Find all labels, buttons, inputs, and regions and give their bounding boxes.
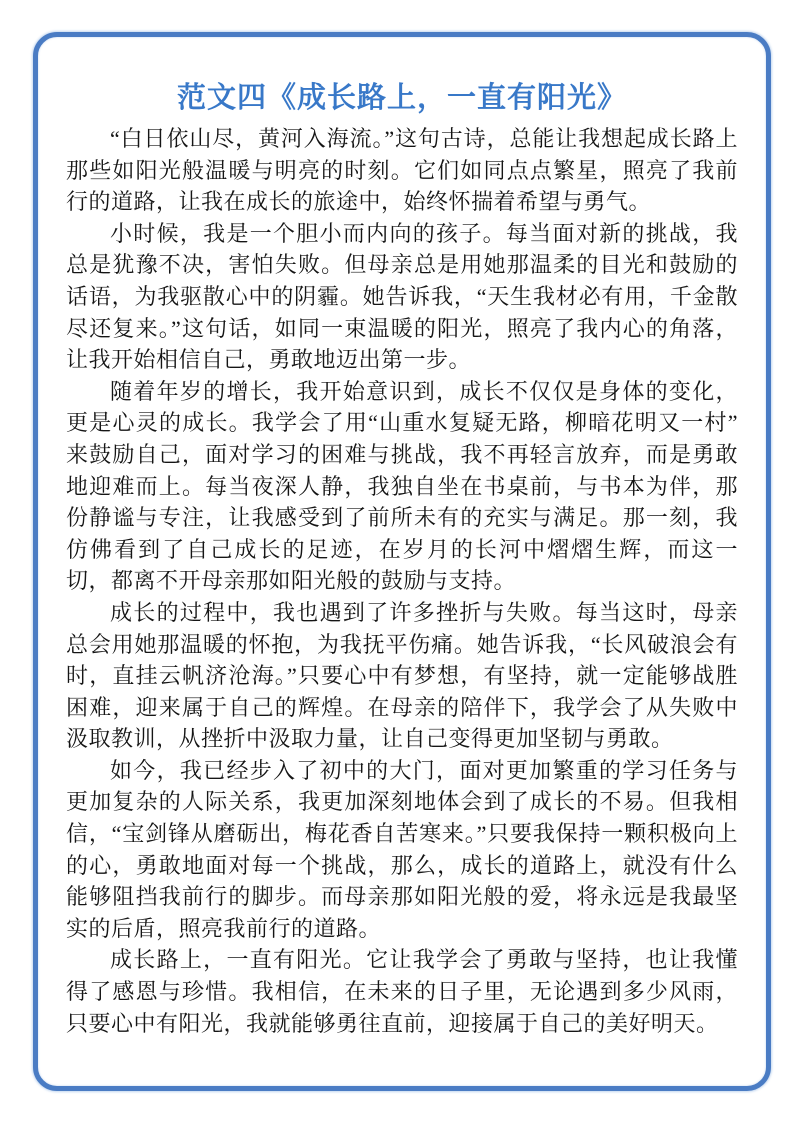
essay-paragraph: 成长的过程中，我也遇到了许多挫折与失败。每当这时，母亲总会用她那温暖的怀抱，为我抚平伤痛。她告诉我，“长风破浪会有时，直挂云帆济沧海。”只要心中有梦想，有坚持，就一定能够战胜困难，迎来属于自己的辉煌。在母亲的陪伴下，我学会了从失败中汲取教训，从挫折中汲取力量，让自己变得更加坚韧与勇敢。 [66, 599, 738, 752]
essay-paragraph: 如今，我已经步入了初中的大门，面对更加繁重的学习任务与更加复杂的人际关系，我更加深刻地体会到了成长的不易。但我相信，“宝剑锋从磨砺出，梅花香自苦寒来。”只要我保持一颗积极向上的心，勇敢地面对每一个挑战，那么，成长的道路上，就没有什么能够阻挡我前行的脚步。而母亲那如阳光般的爱，将永远是我最坚实的后盾，照亮我前行的道路。 [66, 757, 738, 941]
essay-title: 范文四《成长路上，一直有阳光》 [176, 82, 627, 114]
essay-paragraph: 小时候，我是一个胆小而内向的孩子。每当面对新的挑战，我总是犹豫不决，害怕失败。但母亲总是用她那温柔的目光和鼓励的话语，为我驱散心中的阴霾。她告诉我，“天生我材必有用，千金散尽还复来。”这句话，如同一束温暖的阳光，照亮了我内心的角落，让我开始相信自己，勇敢地迈出第一步。 [66, 220, 738, 373]
document-frame [33, 32, 771, 1091]
essay-paragraph: 成长路上，一直有阳光。它让我学会了勇敢与坚持，也让我懂得了感恩与珍惜。我相信，在未来的日子里，无论遇到多少风雨，只要心中有阳光，我就能够勇往直前，迎接属于自己的美好明天。 [66, 947, 738, 1036]
essay-paragraph: 随着年岁的增长，我开始意识到，成长不仅仅是身体的变化，更是心灵的成长。我学会了用“山重水复疑无路，柳暗花明又一村”来鼓励自己，面对学习的困难与挑战，我不再轻言放弃，而是勇敢地迎难而上。每当夜深人静，我独自坐在书桌前，与书本为伴，那份静谧与专注，让我感受到了前所未有的充实与满足。那一刻，我仿佛看到了自己成长的足迹，在岁月的长河中熠熠生辉，而这一切，都离不开母亲那如阳光般的鼓励与支持。 [66, 378, 738, 594]
essay-body [38, 123, 766, 1039]
essay-paragraph: “白日依山尽，黄河入海流。”这句古诗，总能让我想起成长路上那些如阳光般温暖与明亮的时刻。它们如同点点繁星，照亮了我前行的道路，让我在成长的旅途中，始终怀揣着希望与勇气。 [66, 126, 738, 215]
